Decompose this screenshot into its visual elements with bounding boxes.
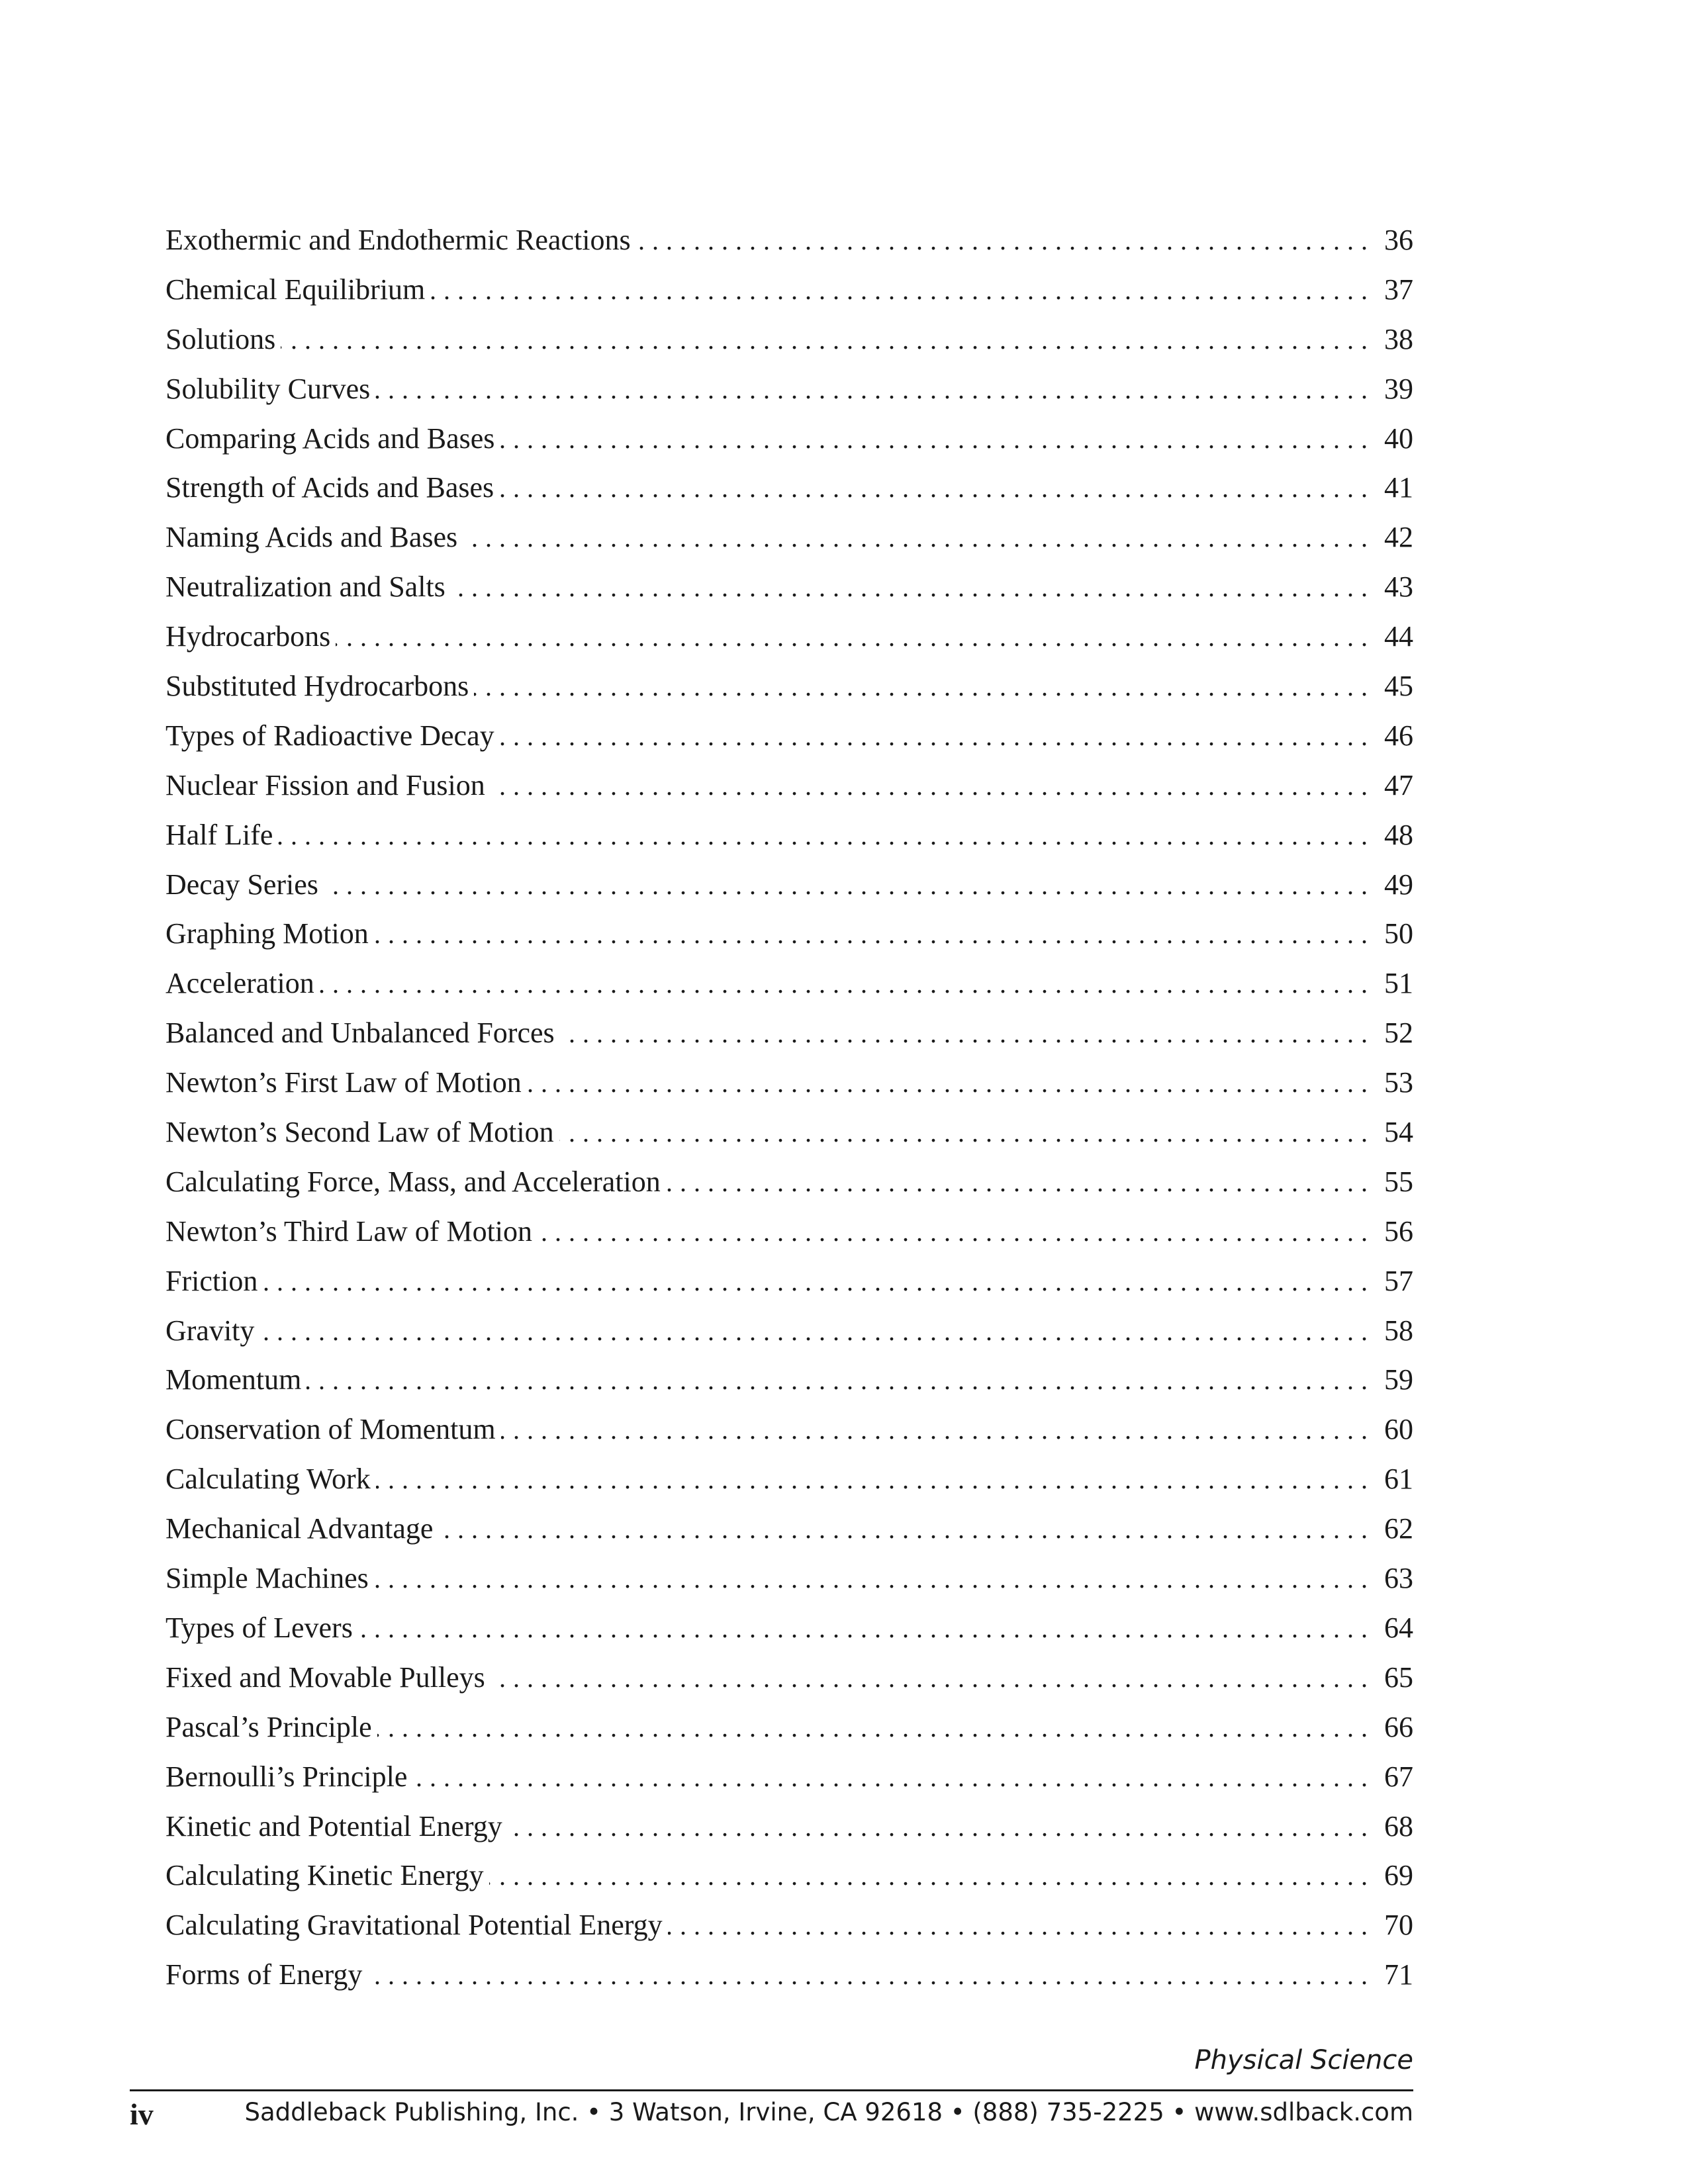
toc-entry-title: Conservation of Momentum (165, 1413, 496, 1446)
toc-entry (165, 1306, 1413, 1356)
dot-leader (412, 1753, 1379, 1803)
toc-entry (165, 959, 1413, 1009)
toc-entry (165, 365, 1413, 414)
dot-leader (430, 266, 1379, 316)
toc-entry-title: Simple Machines (165, 1562, 369, 1595)
toc-entry (165, 1207, 1413, 1257)
dot-leader (501, 1406, 1379, 1455)
toc-entry-page: 69 (1384, 1859, 1413, 1892)
toc-entry-page: 57 (1384, 1264, 1413, 1297)
toc-entry (165, 265, 1413, 315)
toc-entry-title: Balanced and Unbalanced Forces (165, 1017, 555, 1050)
toc-entry-page: 63 (1384, 1562, 1413, 1595)
toc-entry-title: Bernoulli’s Principle (165, 1760, 408, 1793)
toc-entry (165, 463, 1413, 513)
toc-entry (165, 1405, 1413, 1455)
toc-entry (165, 1901, 1413, 1950)
dot-leader (377, 1704, 1379, 1753)
dot-leader (320, 960, 1379, 1009)
toc-entry (165, 315, 1413, 365)
dot-leader (281, 316, 1379, 365)
toc-entry (165, 1009, 1413, 1058)
toc-entry-page: 70 (1384, 1909, 1413, 1942)
toc-entry-title: Types of Radioactive Decay (165, 719, 494, 752)
dot-leader (376, 1455, 1379, 1505)
toc-entry (165, 1554, 1413, 1604)
toc-entry (165, 1802, 1413, 1852)
toc-entry-page: 71 (1384, 1958, 1413, 1991)
dot-leader (278, 811, 1379, 861)
toc-entry-title: Solutions (165, 322, 276, 355)
toc-entry-title: Momentum (165, 1363, 302, 1396)
dot-leader (560, 1009, 1379, 1059)
toc-entry-page: 38 (1384, 322, 1413, 355)
toc-entry (165, 860, 1413, 910)
toc-entry (165, 1355, 1413, 1405)
running-title: Physical Science (1194, 2045, 1413, 2075)
toc-entry-title: Kinetic and Potential Energy (165, 1809, 502, 1843)
toc-entry-page: 48 (1384, 818, 1413, 851)
toc-entry-page: 49 (1384, 868, 1413, 901)
toc-entry (165, 414, 1413, 464)
toc-entry-title: Calculating Gravitational Potential Energy (165, 1909, 663, 1942)
toc-entry-title: Solubility Curves (165, 372, 371, 405)
toc-entry (165, 1058, 1413, 1108)
toc-entry (165, 1950, 1413, 2000)
dot-leader (668, 1901, 1379, 1951)
toc-entry-title: Strength of Acids and Bases (165, 471, 494, 504)
toc-entry-page: 50 (1384, 917, 1413, 950)
toc-entry-page: 37 (1384, 273, 1413, 306)
toc-entry (165, 1257, 1413, 1306)
toc-entry-page: 66 (1384, 1710, 1413, 1743)
toc-entry-page: 39 (1384, 372, 1413, 405)
toc-entry (165, 1653, 1413, 1703)
toc-entry-page: 51 (1384, 967, 1413, 1000)
toc-entry-page: 68 (1384, 1809, 1413, 1843)
dot-leader (527, 1059, 1379, 1109)
toc-entry-title: Graphing Motion (165, 917, 369, 950)
toc-entry-page: 67 (1384, 1760, 1413, 1793)
toc-entry-title: Exothermic and Endothermic Reactions (165, 224, 631, 256)
dot-leader (666, 1158, 1379, 1208)
publisher-line: Saddleback Publishing, Inc. • 3 Watson, Irvine, CA 92618 • (888) 735-2225 • www.sdlback.com (244, 2098, 1413, 2126)
toc-entry (165, 1851, 1413, 1901)
dot-leader (636, 216, 1379, 266)
toc-entry-page: 36 (1384, 224, 1413, 256)
dot-leader (336, 613, 1379, 662)
toc-entry-title: Forms of Energy (165, 1958, 363, 1991)
toc-entry-title: Calculating Force, Mass, and Acceleration (165, 1165, 661, 1198)
toc-entry-page: 55 (1384, 1165, 1413, 1198)
toc-entry-title: Newton’s Third Law of Motion (165, 1214, 533, 1248)
toc-entry (165, 1504, 1413, 1554)
toc-entry (165, 1752, 1413, 1802)
dot-leader (367, 1951, 1379, 2001)
toc-entry-title: Calculating Kinetic Energy (165, 1859, 484, 1892)
table-of-contents (165, 216, 1413, 2000)
toc-entry-page: 41 (1384, 471, 1413, 504)
toc-entry-page: 47 (1384, 768, 1413, 801)
toc-entry (165, 216, 1413, 265)
dot-leader (451, 563, 1379, 613)
toc-entry-page: 65 (1384, 1661, 1413, 1694)
toc-entry-title: Half Life (165, 818, 273, 851)
dot-leader (491, 762, 1379, 811)
toc-entry-title: Decay Series (165, 868, 318, 901)
toc-entry-title: Fixed and Movable Pulleys (165, 1661, 485, 1694)
toc-entry (165, 662, 1413, 711)
toc-entry-page: 58 (1384, 1314, 1413, 1347)
toc-entry-page: 46 (1384, 719, 1413, 752)
dot-leader (491, 1654, 1379, 1704)
toc-entry-title: Neutralization and Salts (165, 570, 445, 604)
toc-entry-title: Pascal’s Principle (165, 1710, 372, 1743)
toc-entry-page: 64 (1384, 1611, 1413, 1644)
dot-leader (438, 1505, 1379, 1555)
dot-leader (538, 1208, 1379, 1257)
toc-entry (165, 711, 1413, 761)
dot-leader (263, 1257, 1379, 1307)
toc-entry-page: 59 (1384, 1363, 1413, 1396)
dot-leader (358, 1604, 1379, 1654)
toc-entry (165, 1604, 1413, 1653)
toc-entry (165, 1455, 1413, 1504)
dot-leader (324, 861, 1379, 911)
toc-entry-page: 61 (1384, 1463, 1413, 1496)
dot-leader (489, 1852, 1379, 1901)
dot-leader (374, 1555, 1379, 1604)
toc-entry-page: 44 (1384, 620, 1413, 653)
toc-entry-title: Acceleration (165, 967, 314, 1000)
toc-entry-page: 43 (1384, 570, 1413, 604)
toc-entry-title: Comparing Acids and Bases (165, 422, 495, 455)
dot-leader (499, 464, 1379, 514)
toc-entry (165, 761, 1413, 811)
toc-entry-page: 42 (1384, 521, 1413, 554)
toc-entry (165, 513, 1413, 563)
toc-entry-title: Mechanical Advantage (165, 1512, 434, 1545)
dot-leader (375, 365, 1379, 415)
toc-entry-title: Nuclear Fission and Fusion (165, 768, 485, 801)
toc-entry-title: Types of Levers (165, 1611, 353, 1644)
toc-entry (165, 1108, 1413, 1158)
dot-leader (374, 910, 1379, 960)
toc-entry-page: 56 (1384, 1214, 1413, 1248)
dot-leader (474, 662, 1379, 712)
dot-leader (463, 514, 1379, 563)
dot-leader (500, 415, 1379, 465)
dot-leader (306, 1356, 1379, 1406)
toc-entry-title: Gravity (165, 1314, 255, 1347)
toc-entry (165, 612, 1413, 662)
toc-entry-page: 40 (1384, 422, 1413, 455)
toc-entry (165, 1703, 1413, 1752)
toc-entry-title: Hydrocarbons (165, 620, 331, 653)
toc-entry-title: Friction (165, 1264, 258, 1297)
toc-entry-page: 54 (1384, 1116, 1413, 1149)
toc-entry (165, 909, 1413, 959)
dot-leader (508, 1803, 1379, 1852)
toc-entry-title: Chemical Equilibrium (165, 273, 426, 306)
dot-leader (259, 1307, 1379, 1357)
toc-entry-page: 53 (1384, 1066, 1413, 1099)
toc-entry-page: 60 (1384, 1413, 1413, 1446)
toc-entry (165, 1158, 1413, 1207)
toc-entry-title: Naming Acids and Bases (165, 521, 458, 554)
footer-divider (130, 2089, 1413, 2091)
page-number: iv (130, 2097, 154, 2131)
toc-entry-page: 62 (1384, 1512, 1413, 1545)
dot-leader (500, 712, 1379, 762)
toc-entry (165, 563, 1413, 612)
toc-entry-title: Newton’s First Law of Motion (165, 1066, 522, 1099)
toc-entry (165, 811, 1413, 860)
dot-leader (559, 1109, 1379, 1158)
toc-entry-title: Substituted Hydrocarbons (165, 670, 469, 703)
toc-entry-title: Calculating Work (165, 1463, 371, 1496)
toc-entry-page: 52 (1384, 1017, 1413, 1050)
toc-entry-title: Newton’s Second Law of Motion (165, 1116, 554, 1149)
toc-entry-page: 45 (1384, 670, 1413, 703)
